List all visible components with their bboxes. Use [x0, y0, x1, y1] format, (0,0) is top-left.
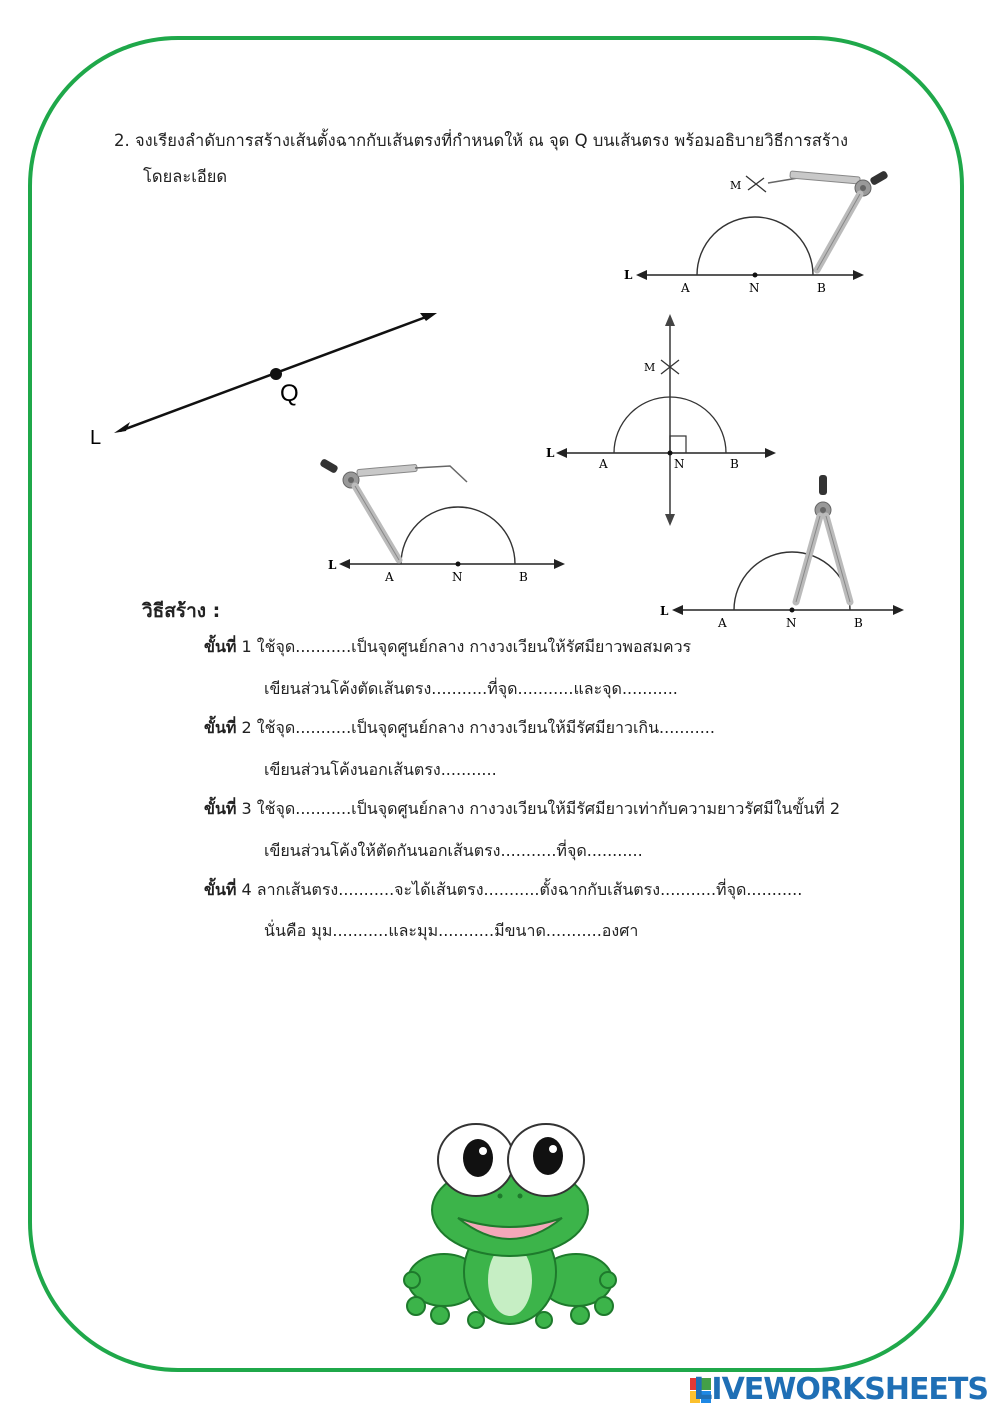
label-N: N: [749, 281, 760, 295]
compass-icon: [768, 170, 889, 270]
step-4-continuation: นั่นคือ มุม...........และมุม...........มีขนาด...........องศา: [264, 921, 639, 940]
given-line-figure: [80, 300, 460, 460]
step-label: ขั้นที่: [204, 880, 237, 899]
label-N: N: [674, 457, 685, 471]
label-A: A: [599, 457, 608, 471]
compass-icon: [796, 475, 850, 602]
label-B: B: [730, 457, 739, 471]
step-1: [204, 636, 691, 658]
step-number: 4: [241, 880, 252, 899]
step-1-continuation: เขียนส่วนโค้งตัดเส้นตรง...........ที่จุด...........และจุด...........: [264, 679, 678, 698]
step-text: ใช้จุด...........เป็นจุดศูนย์กลาง กางวงเวียนให้มีรัศมียาวเกิน...........: [251, 718, 715, 737]
step-text: ลากเส้นตรง...........จะได้เส้นตรง...........ตั้งฉากกับเส้นตรง...........ที่จุด...........: [251, 880, 803, 899]
question-line-2: โดยละเอียด: [143, 167, 228, 186]
label-A: A: [385, 570, 394, 584]
step-4: [204, 879, 802, 901]
label-N: N: [786, 616, 797, 630]
step-number: 2: [241, 718, 252, 737]
question-line-1: 2. จงเรียงลำดับการสร้างเส้นตั้งฉากกับเส้นตรงที่กำหนดให้ ณ จุด Q บนเส้นตรง พร้อมอธิบายวิธีการสร้าง: [114, 131, 849, 150]
step-text: ใช้จุด...........เป็นจุดศูนย์กลาง กางวงเวียนให้รัศมียาวพอสมควร: [251, 637, 692, 656]
label-A: A: [681, 281, 690, 295]
step-text: ใช้จุด...........เป็นจุดศูนย์กลาง กางวงเวียนให้มีรัศมียาวเท่ากับความยาวรัศมีในขั้นที่ 2: [251, 799, 841, 818]
point-q-dot: [270, 368, 282, 380]
step-2-continuation: เขียนส่วนโค้งนอกเส้นตรง...........: [264, 760, 497, 779]
step-number: 1: [241, 637, 252, 656]
figure-step-3: [620, 166, 910, 300]
label-L: L: [546, 446, 555, 460]
label-B: B: [854, 616, 863, 630]
step-label: ขั้นที่: [204, 799, 237, 818]
line-l-label: L: [90, 427, 102, 449]
step-3: [204, 798, 840, 820]
label-L: L: [328, 558, 337, 572]
step-number: 3: [241, 799, 252, 818]
point-q-label: Q: [280, 380, 299, 407]
label-N: N: [452, 570, 463, 584]
label-M: M: [644, 361, 656, 374]
frog-illustration: [400, 1120, 620, 1335]
step-2: [204, 717, 715, 739]
step-label: ขั้นที่: [204, 718, 237, 737]
label-B: B: [519, 570, 528, 584]
figure-step-1: [315, 456, 575, 590]
label-L: L: [660, 604, 669, 618]
label-A: A: [718, 616, 727, 630]
step-label: ขั้นที่: [204, 637, 237, 656]
label-L: L: [624, 268, 633, 282]
brand-wordmark: LIVEWORKSHEETS: [693, 1372, 988, 1407]
method-title: วิธีสร้าง :: [142, 600, 221, 622]
figure-step-2: [656, 470, 916, 634]
step-3-continuation: เขียนส่วนโค้งให้ตัดกันนอกเส้นตรง...........ที่จุด...........: [264, 841, 643, 860]
label-M: M: [730, 179, 742, 192]
label-B: B: [817, 281, 826, 295]
